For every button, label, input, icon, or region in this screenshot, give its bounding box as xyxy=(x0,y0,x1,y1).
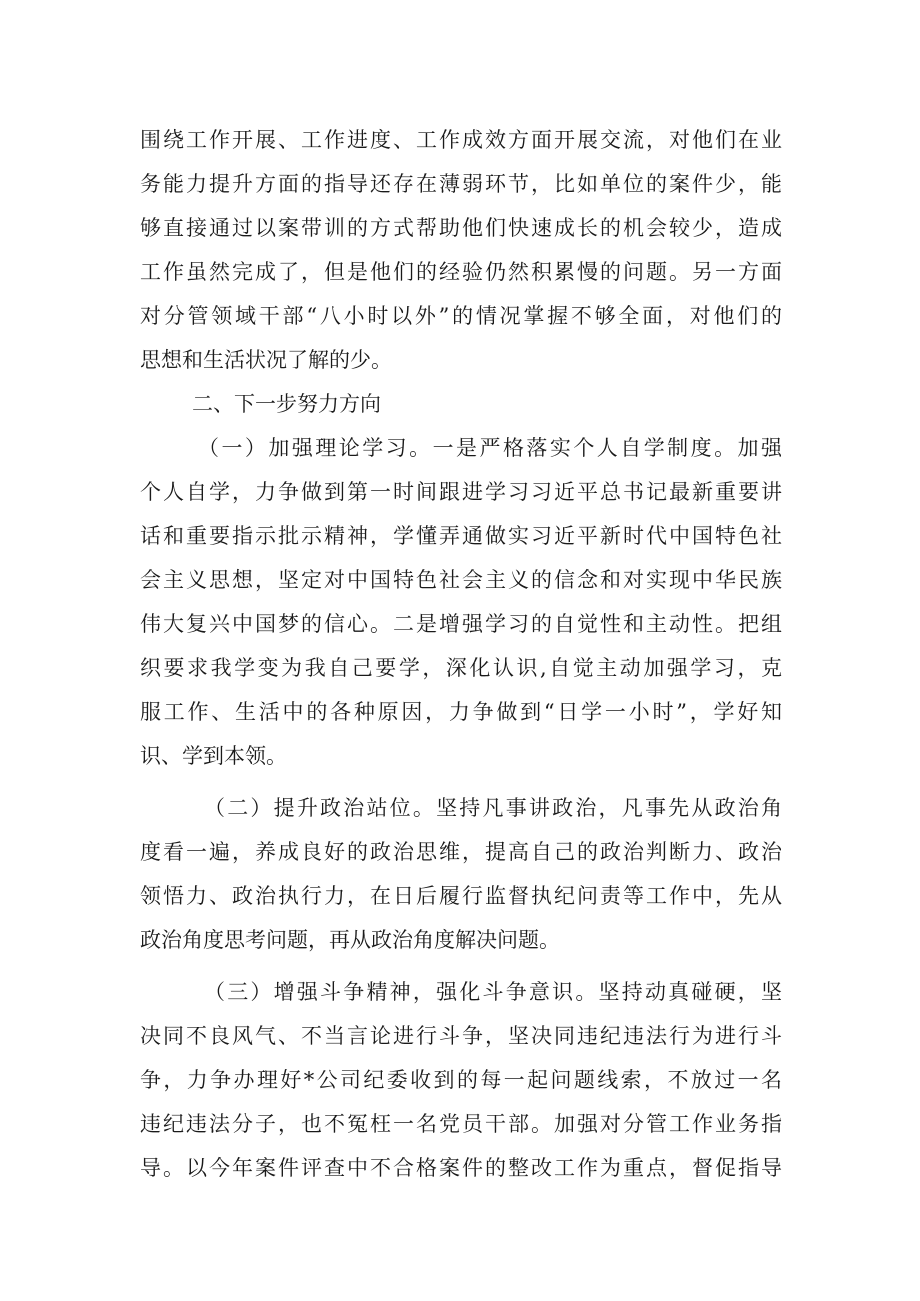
text-line: 识、学到本领。 xyxy=(140,744,287,768)
document-body xyxy=(140,118,782,1190)
text-line: （二）提升政治站位。坚持凡事讲政治，凡事先从政治角 xyxy=(204,796,782,820)
section-heading: 二、下一步努力方向 xyxy=(192,392,381,416)
text-line: 织要求我学变为我自己要学，深化认识,自觉主动加强学习，克 xyxy=(140,656,782,680)
text-line: 话和重要指示批示精神，学懂弄通做实习近平新时代中国特色社 xyxy=(140,524,782,548)
text-line: （三）增强斗争精神，强化斗争意识。坚持动真碰硬，坚 xyxy=(204,980,782,1004)
text-line: 度看一遍，养成良好的政治思维，提高自己的政治判断力、政治 xyxy=(140,840,782,864)
text-line: 违纪违法分子，也不冤枉一名党员干部。加强对分管工作业务指 xyxy=(140,1112,782,1136)
paragraph-item-3 xyxy=(140,970,782,1190)
text-line: 服工作、生活中的各种原因，力争做到“日学一小时”，学好知 xyxy=(140,700,782,724)
text-line: 导。以今年案件评查中不合格案件的整改工作为重点，督促指导 xyxy=(140,1156,782,1180)
text-line: 争，力争办理好*公司纪委收到的每一起问题线索，不放过一名 xyxy=(140,1068,782,1092)
text-line: 个人自学，力争做到第一时间跟进学习习近平总书记最新重要讲 xyxy=(140,480,782,504)
text-line: 工作虽然完成了，但是他们的经验仍然积累慢的问题。另一方面 xyxy=(140,260,782,284)
text-line: 务能力提升方面的指导还存在薄弱环节，比如单位的案件少，能 xyxy=(140,172,782,196)
text-line: 思想和生活状况了解的少。 xyxy=(140,348,392,372)
text-line: 决同不良风气、不当言论进行斗争，坚决同违纪违法行为进行斗 xyxy=(140,1024,782,1048)
text-line: 政治角度思考问题，再从政治角度解决问题。 xyxy=(140,928,560,952)
text-line: 围绕工作开展、工作进度、工作成效方面开展交流，对他们在业 xyxy=(140,128,782,152)
paragraph-item-1 xyxy=(140,426,782,778)
text-line: 会主义思想，坚定对中国特色社会主义的信念和对实现中华民族 xyxy=(140,568,782,592)
text-line: 对分管领域干部“八小时以外”的情况掌握不够全面，对他们的 xyxy=(140,304,782,328)
paragraph-item-2 xyxy=(140,786,782,962)
text-line: 领悟力、政治执行力，在日后履行监督执纪问责等工作中，先从 xyxy=(140,884,782,908)
text-line: 伟大复兴中国梦的信心。二是增强学习的自觉性和主动性。把组 xyxy=(140,612,782,636)
text-line: （一）加强理论学习。一是严格落实个人自学制度。加强 xyxy=(198,436,782,460)
text-line: 够直接通过以案带训的方式帮助他们快速成长的机会较少，造成 xyxy=(140,216,782,240)
paragraph-continuation xyxy=(140,118,782,382)
